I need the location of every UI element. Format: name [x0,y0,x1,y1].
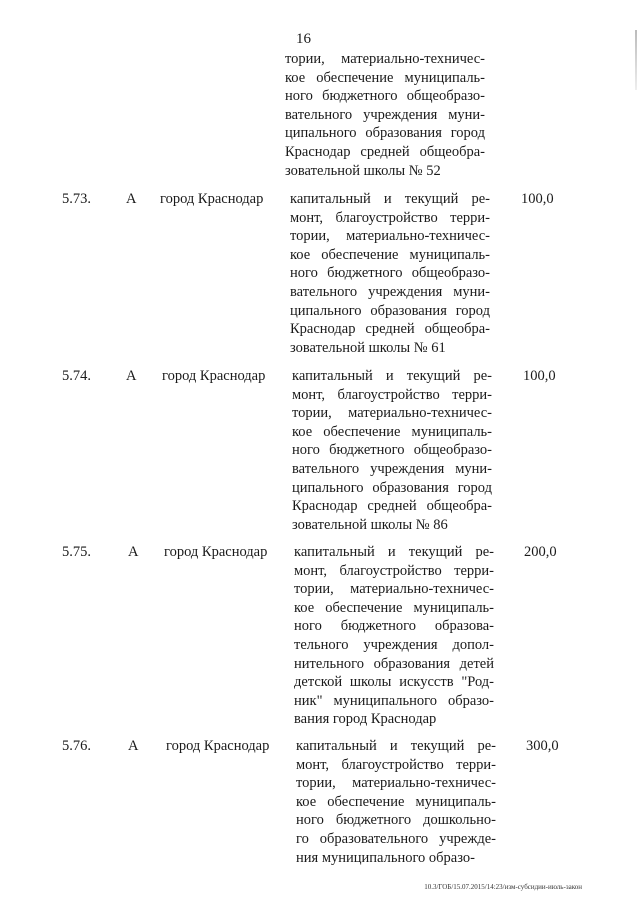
description-line: капитальный и текущий ре- [296,738,496,754]
description-line: кое обеспечение муниципаль- [292,423,492,440]
description-line: тории, материально-техничес- [285,51,485,67]
description-line: зовательной школы № 52 [285,162,441,179]
row-municipality: город Краснодар [162,368,266,384]
footer-file-stamp: 10.3/ГОБ/15.07.2015/14:23/изм-субсидии-июль-закон [424,883,582,891]
description-line: капитальный и текущий ре- [294,544,494,560]
description-line: вательного учреждения муни- [285,106,485,123]
row-description [296,737,496,867]
description-line: тории, материально-техничес- [294,581,494,598]
description-line: вания город Краснодар [294,711,437,728]
row-description [294,543,494,729]
row-description [292,367,492,534]
row-amount: 200,0 [524,544,557,560]
description-line: ного бюджетного общеобразо- [290,265,490,282]
row-municipality: город Краснодар [166,738,270,754]
description-line: ного бюджетного общеобразо- [285,88,485,105]
description-line: ного бюджетного дошкольно- [296,812,496,829]
description-line: тории, материально-техничес- [292,405,492,422]
row-description [290,190,490,357]
description-line: тельного учреждения допол- [294,636,494,653]
row-number: 5.74. [62,368,91,384]
description-line: ния муниципального образо- [296,849,475,866]
scan-edge-shadow [635,30,637,90]
row-category: А [126,191,137,207]
row-municipality: город Краснодар [160,191,264,207]
row-number: 5.73. [62,191,91,207]
description-line: зовательной школы № 61 [290,339,446,356]
row-number: 5.75. [62,544,91,560]
description-line: монт, благоустройство терри- [294,562,494,579]
description-line: капитальный и текущий ре- [290,191,490,207]
row-amount: 100,0 [521,191,554,207]
description-line: зовательной школы № 86 [292,516,448,533]
description-line: вательного учреждения муни- [292,460,492,477]
row-category: А [126,368,137,384]
description-line: ципального образования город [285,125,485,142]
description-line: кое обеспечение муниципаль- [296,793,496,810]
description-line: тории, материально-техничес- [296,775,496,792]
description-line: Краснодар средней общеобра- [292,498,492,515]
description-line: вательного учреждения муни- [290,283,490,300]
description-line: детской школы искусств "Род- [294,674,494,691]
row-amount: 100,0 [523,368,556,384]
description-line: кое обеспечение муниципаль- [285,69,485,86]
description-line: кое обеспечение муниципаль- [294,599,494,616]
description-line: ного бюджетного общеобразо- [292,442,492,459]
description-line: монт, благоустройство терри- [292,386,492,403]
description-line: кое обеспечение муниципаль- [290,246,490,263]
description-line: ного бюджетного образова- [294,618,494,635]
description-line: монт, благоустройство терри- [290,209,490,226]
description-line: тории, материально-техничес- [290,228,490,245]
description-line: монт, благоустройство терри- [296,756,496,773]
description-line: ципального образования город [290,302,490,319]
row-category: А [128,544,139,560]
description-line: капитальный и текущий ре- [292,368,492,384]
description-line: нительного образования детей [294,655,494,672]
description-line: ципального образования город [292,479,492,496]
description-line: го образовательного учрежде- [296,830,496,847]
description-line: Краснодар средней общеобра- [285,143,485,160]
continuation-description [285,50,485,180]
row-municipality: город Краснодар [164,544,268,560]
page-number: 16 [296,31,311,47]
row-category: А [128,738,139,754]
row-amount: 300,0 [526,738,559,754]
description-line: Краснодар средней общеобра- [290,321,490,338]
row-number: 5.76. [62,738,91,754]
description-line: ник" муниципального образо- [294,692,494,709]
